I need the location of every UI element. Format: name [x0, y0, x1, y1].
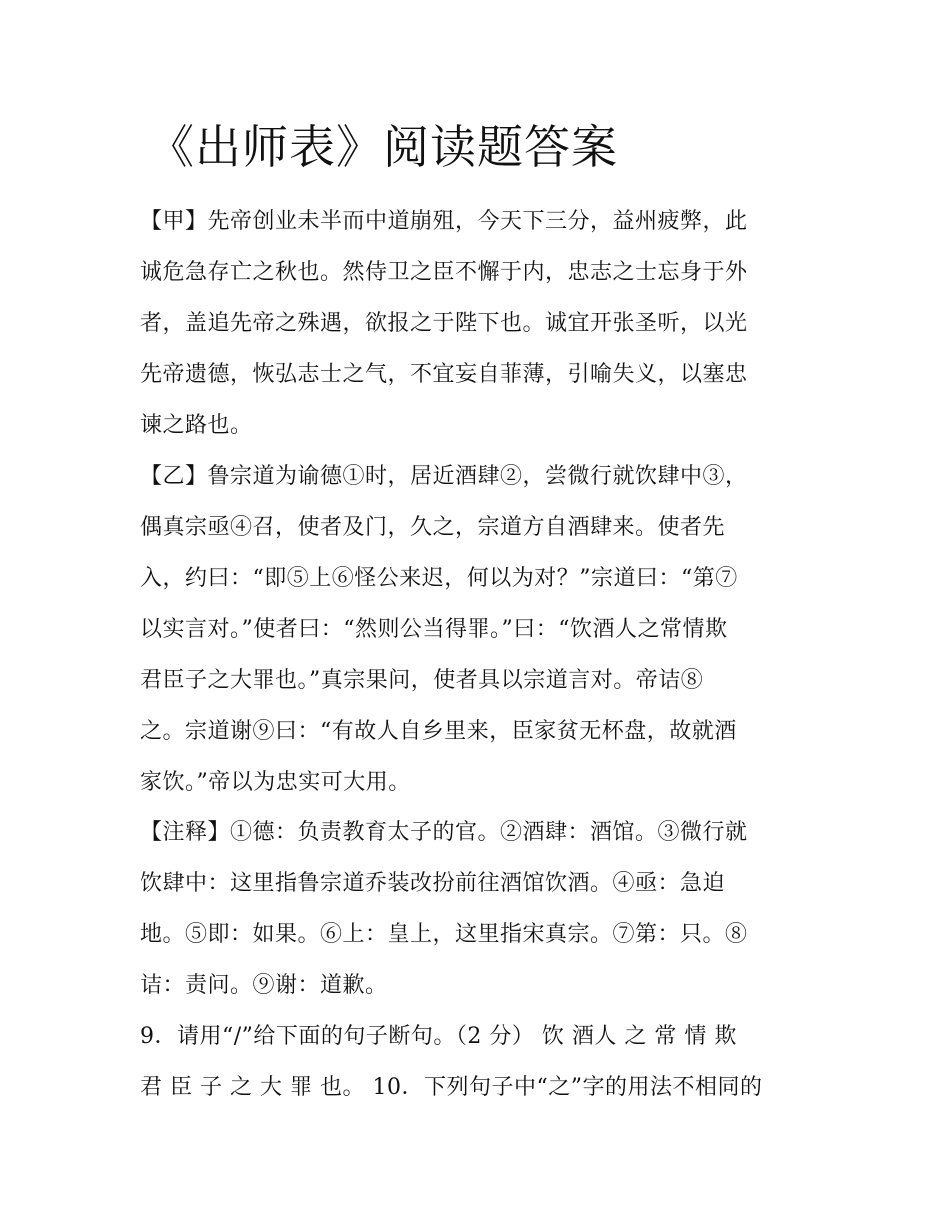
text-line: 之。宗道谢⑨曰：“有故人自乡里来，臣家贫无杯盘，故就酒	[140, 719, 737, 744]
text-line: 君臣子之大罪也。”真宗果问，使者具以宗道言对。帝诘⑧	[140, 668, 704, 693]
text-line: 谏之路也。	[140, 413, 253, 438]
text-line: 偶真宗亟④召，使者及门，久之，宗道方自酒肆来。使者先	[140, 515, 726, 540]
text-line: 家饮。”帝以为忠实可大用。	[140, 770, 411, 795]
text-line: 先帝遗德，恢弘志士之气，不宜妄自菲薄，引喻失义，以塞忠	[140, 362, 748, 387]
text-line: 以实言对。”使者曰：“然则公当得罪。”曰：“饮酒人之常情欺	[140, 617, 728, 642]
text-line: 【注释】①德：负责教育太子的官。②酒肆：酒馆。③微行就	[140, 820, 748, 845]
text-line: 【乙】鲁宗道为谕德①时，居近酒肆②，尝微行就饮肆中③，	[140, 464, 748, 489]
text-line: 者，盖追先帝之殊遇，欲报之于陛下也。诚宜开张圣听，以光	[140, 311, 748, 336]
text-line: 诘：责问。⑨谢：道歉。	[140, 973, 388, 998]
text-line: 【甲】先帝创业未半而中道崩殂，今天下三分，益州疲弊，此	[140, 209, 748, 234]
text-line: 地。⑤即：如果。⑥上：皇上，这里指宋真宗。⑦第：只。⑧	[140, 922, 748, 947]
text-line: 诚危急存亡之秋也。然侍卫之臣不懈于内，忠志之士忘身于外	[140, 260, 748, 285]
page-title: 《出师表》阅读题答案	[148, 120, 618, 174]
text-line: 君 臣 子 之 大 罪 也。 10．下列句子中“之”字的用法不相同的	[140, 1075, 763, 1100]
text-line: 9．请用“/”给下面的句子断句。（2 分） 饮 酒人 之 常 情 欺	[140, 1024, 737, 1049]
text-line: 入，约曰：“即⑤上⑥怪公来迟，何以为对？”宗道曰：“第⑦	[140, 566, 738, 591]
text-line: 饮肆中：这里指鲁宗道乔装改扮前往酒馆饮酒。④亟：急迫	[140, 871, 726, 896]
